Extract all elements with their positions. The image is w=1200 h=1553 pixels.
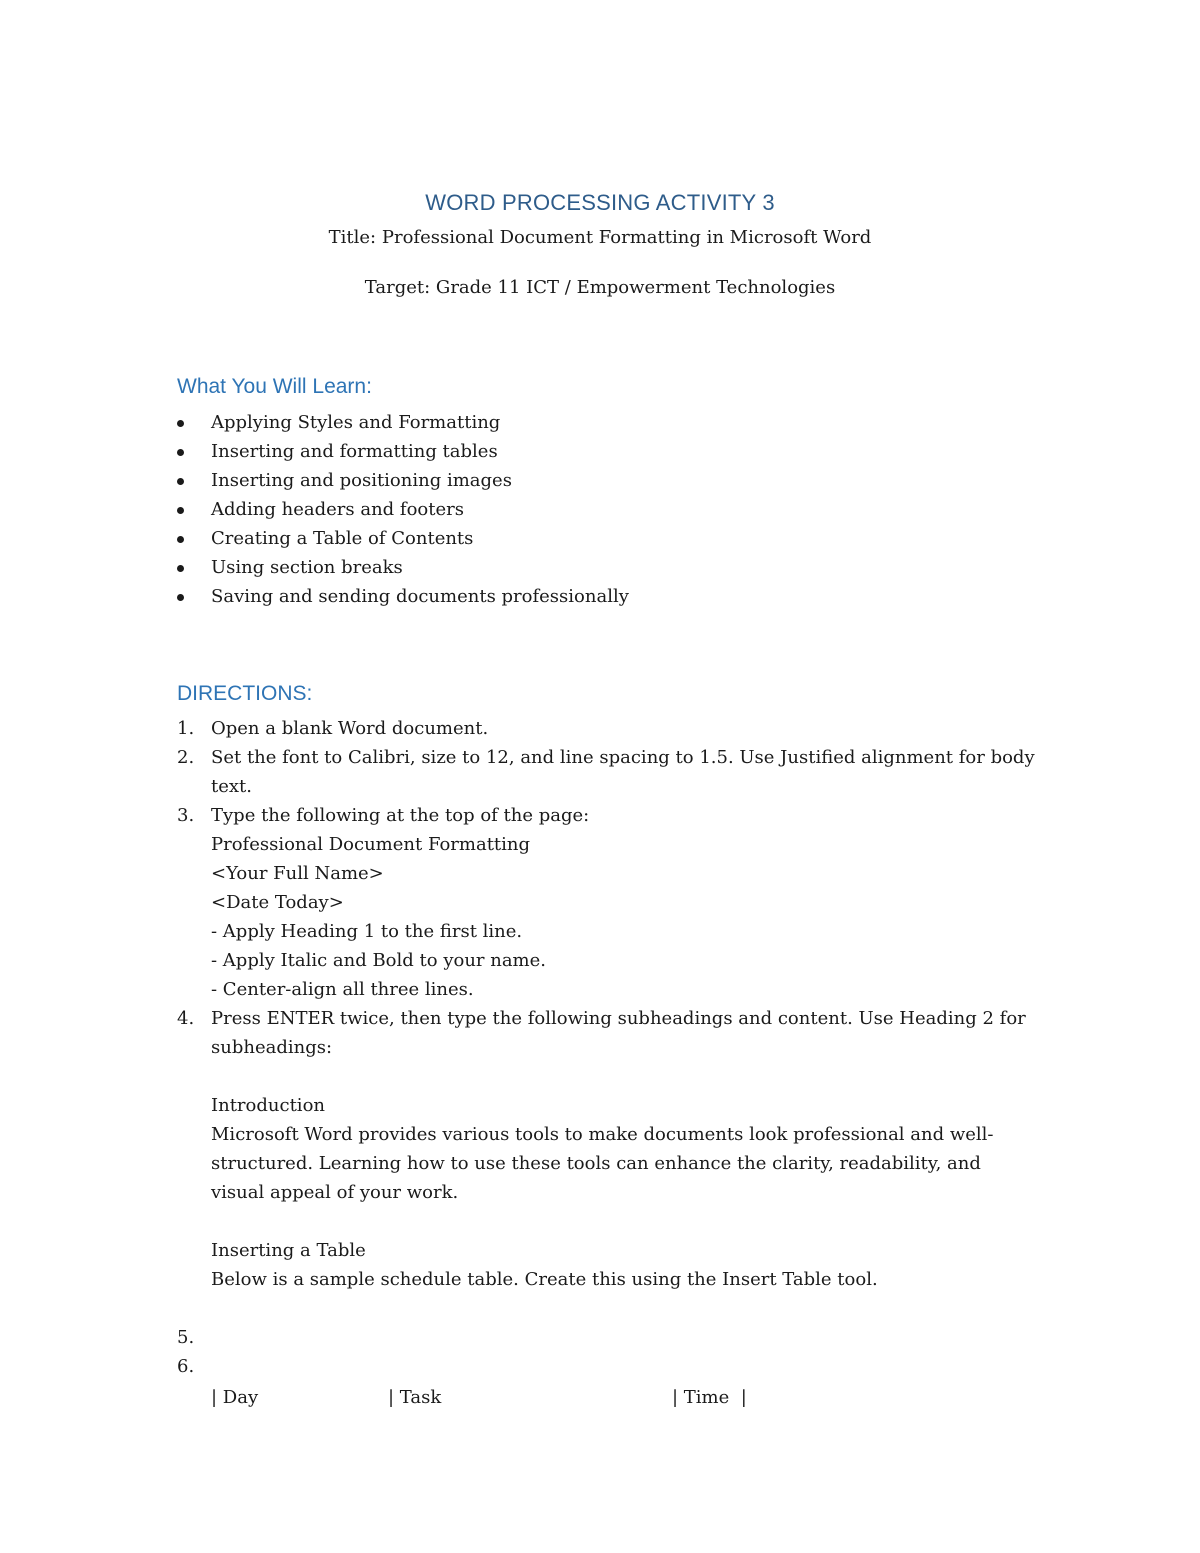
list-item: Inserting and positioning images [177, 466, 629, 495]
bullet-icon [177, 449, 184, 456]
bullet-icon [177, 565, 184, 572]
direction-step-3: 3. Type the following at the top of the page: Professional Document Formatting <Your Full Name> <Date Today> - Apply Heading 1 to the first line. - Apply Italic and Bold to your name. - Center-align all three lines. [177, 805, 590, 1000]
list-item: Creating a Table of Contents [177, 524, 629, 553]
document-target: Target: Grade 11 ICT / Empowerment Technologies [364, 277, 836, 298]
directions-heading: DIRECTIONS: [177, 682, 313, 705]
document-subtitle: Title: Professional Document Formatting in Microsoft Word [328, 227, 872, 248]
bullet-icon [177, 536, 184, 543]
learn-heading: What You Will Learn: [177, 375, 372, 398]
bullet-icon [177, 478, 184, 485]
list-item: Saving and sending documents professionally [177, 582, 629, 611]
intro-subheading: Introduction [211, 1095, 325, 1116]
table-cell-day: | Day [211, 1387, 259, 1408]
list-item: Adding headers and footers [177, 495, 629, 524]
list-item: Using section breaks [177, 553, 629, 582]
direction-step-4: 4. Press ENTER twice, then type the following subheadings and content. Use Heading 2 for subheadings: Introduction Microsoft Word provides various tools to make documents look professional and well- structured. Learning how to use these tools can enhance the clarity, readability, and visual appeal of your work. Inserting a Table Below is a sample schedule table. Create this using the Insert Table tool. [177, 1004, 1035, 1323]
list-item: Inserting and formatting tables [177, 437, 629, 466]
bullet-icon [177, 594, 184, 601]
table-subheading: Inserting a Table [211, 1240, 366, 1261]
table-cell-time: | Time | [672, 1387, 747, 1408]
direction-step-1: 1. Open a blank Word document. [177, 718, 489, 739]
learn-list [177, 408, 629, 611]
document-title: WORD PROCESSING ACTIVITY 3 [425, 190, 775, 215]
table-cell-task: | Task [388, 1387, 442, 1408]
directions-list [177, 714, 1035, 1381]
direction-step-6: 6. [177, 1356, 195, 1377]
direction-step-2: 2. Set the font to Calibri, size to 12, and line spacing to 1.5. Use Justified alignment for body text. [177, 747, 1035, 797]
schedule-table-row [211, 1383, 747, 1528]
bullet-icon [177, 507, 184, 514]
list-item: Applying Styles and Formatting [177, 408, 629, 437]
direction-step-5: 5. [177, 1327, 195, 1348]
bullet-icon [177, 420, 184, 427]
